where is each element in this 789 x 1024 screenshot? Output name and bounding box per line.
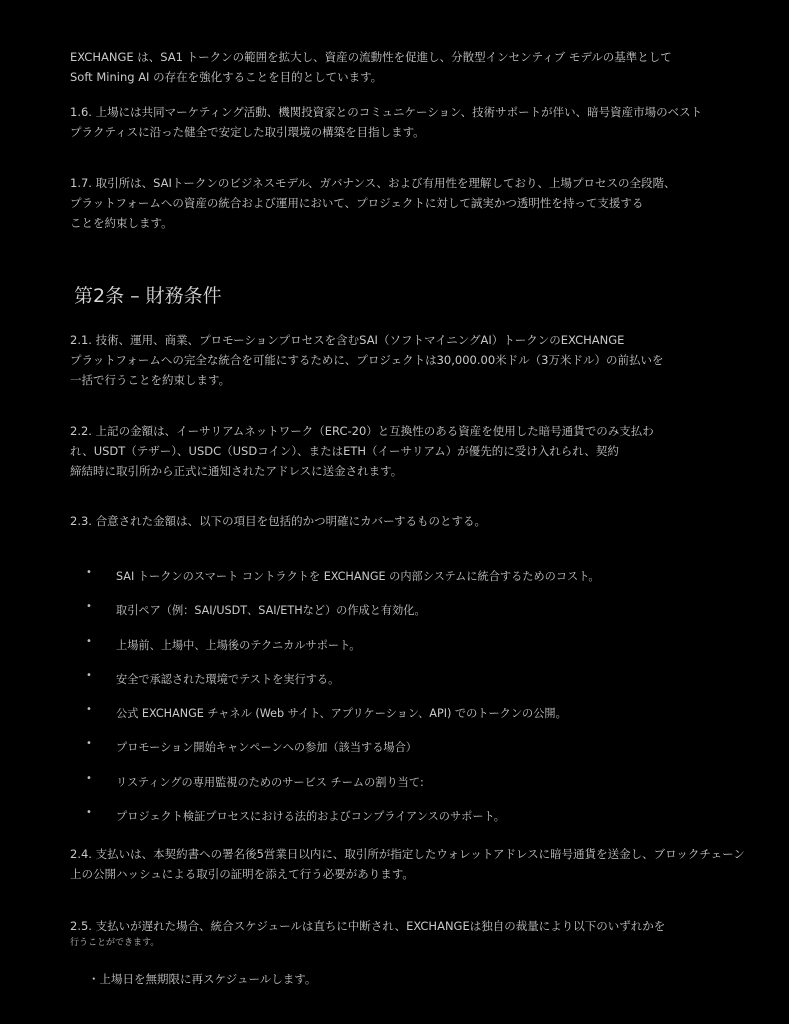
clause-1-6-line-2: プラクティスに沿った健全で安定した取引環境の構築を目指します。 [70,125,425,139]
list-item [86,804,706,838]
bullet-icon: • [86,807,92,819]
clause-1-7-line-3: ことを約束します。 [70,216,173,230]
clause-1-7 [70,173,720,233]
article-2-heading: 第2条 – 財務条件 [74,285,222,307]
list-item [86,735,706,769]
bullet-icon: • [86,567,92,578]
list-item-text: プロモーション開始キャンペーンへの参加（該当する場合） [116,741,417,755]
clause-2-2-line-2: れ、USDT（テザー）、USDC（USDコイン）、またはETH（イーサリアム）が優先的に受け入れられ、契約 [70,444,619,458]
intro-line-2: Soft Mining AI の存在を強化することを目的としています。 [70,70,383,84]
clause-2-1-line-2: プラットフォームへの完全な統合を可能にするために、プロジェクトは30,000.00米ドル（3万米ドル）の前払いを [70,353,664,367]
clause-2-5 [70,916,720,950]
list-item-text: リスティングの専用監視のためのサービス チームの割り当て: [116,775,424,789]
bullet-icon: • [86,669,92,681]
list-item [86,564,706,598]
list-item-text: プロジェクト検証プロセスにおける法的およびコンプライアンスのサポート。 [116,810,505,824]
clause-1-7-line-2: プラットフォームへの資産の統合および運用において、プロジェクトに対して誠実かつ透明性を持って支援する [70,196,644,210]
coverage-bullet-list [86,564,706,838]
bullet-icon: • [86,601,92,613]
clause-1-6-line-1: 1.6. 上場には共同マーケティング活動、機関投資家とのコミュニケーション、技術サポートが伴い、暗号資産市場のベスト [70,105,703,119]
reschedule-sub-bullet: ・上場日を無期限に再スケジュールします。 [88,972,317,986]
bullet-icon: • [86,635,92,647]
list-item [86,633,706,667]
clause-2-2-line-1: 2.2. 上記の金額は、イーサリアムネットワーク（ERC-20）と互換性のある資産を使用した暗号通貨でのみ支払わ [70,424,654,438]
list-item [86,598,706,632]
bullet-icon: • [86,738,92,750]
bullet-icon: • [86,704,92,716]
clause-2-3-line-1: 2.3. 合意された金額は、以下の項目を包括的かつ明確にカバーするものとする。 [70,514,487,528]
clause-1-6 [70,102,720,142]
clause-2-1-line-3: 一括で行うことを約束します。 [70,373,231,387]
list-item [86,701,706,735]
clause-2-1 [70,330,720,390]
clause-2-2 [70,421,720,481]
bullet-icon: • [86,772,92,784]
list-item-text: 取引ペア（例：SAI/USDT、SAI/ETHなど）の作成と有効化。 [116,604,426,618]
clause-2-4 [70,844,745,884]
intro-line-1: EXCHANGE は、SA1 トークンの範囲を拡大し、資産の流動性を促進し、分散型インセンティブ モデルの基準として [70,50,672,64]
list-item-text: 公式 EXCHANGE チャネル (Web サイト、アプリケーション、API) でのトークンの公開。 [116,707,567,721]
list-item-text: 安全で承認された環境でテストを実行する。 [116,672,340,686]
list-item [86,770,706,804]
intro-paragraph [70,47,720,87]
clause-2-5-line-1: 2.5. 支払いが遅れた場合、統合スケジュールは直ちに中断され、EXCHANGEは独自の裁量により以下のいずれかを [70,919,666,933]
clause-2-3 [70,511,720,531]
list-item [86,667,706,701]
list-item-text: 上場前、上場中、上場後のテクニカルサポート。 [116,638,361,652]
clause-2-1-line-1: 2.1. 技術、運用、商業、プロモーションプロセスを含むSAI（ソフトマイニングAI）トークンのEXCHANGE [70,333,625,347]
list-item-text: SAI トークンのスマート コントラクトを EXCHANGE の内部システムに統合するためのコスト。 [116,570,600,583]
clause-2-4-line-2: 上の公開ハッシュによる取引の証明を添えて行う必要があります。 [70,867,414,881]
clause-2-5-line-2: 行うことができます。 [70,938,160,948]
clause-1-7-line-1: 1.7. 取引所は、SAIトークンのビジネスモデル、ガバナンス、および有用性を理解しており、上場プロセスの全段階、 [70,176,676,190]
clause-2-2-line-3: 締結時に取引所から正式に通知されたアドレスに送金されます。 [70,464,403,478]
clause-2-4-line-1: 2.4. 支払いは、本契約書への署名後5営業日以内に、取引所が指定したウォレットアドレスに暗号通貨を送金し、ブロックチェーン [70,847,745,861]
